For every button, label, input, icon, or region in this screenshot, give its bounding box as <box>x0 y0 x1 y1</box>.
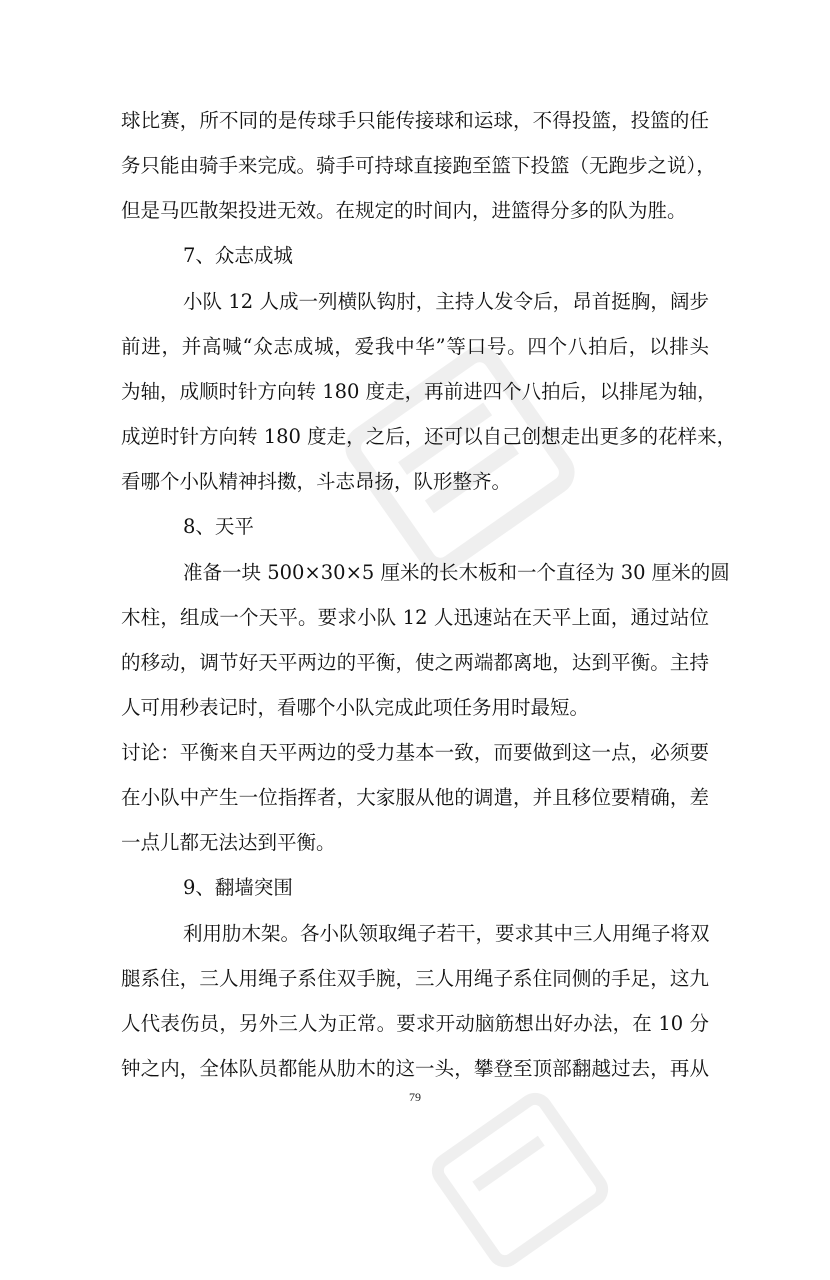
body-text-line: 但是马匹散架投进无效。在规定的时间内，进篮得分多的队为胜。 <box>121 199 687 222</box>
watermark-logo-icon <box>330 330 590 590</box>
body-text-line: 利用肋木架。各小队领取绳子若干，要求其中三人用绳子将双 <box>183 922 710 945</box>
body-text-line: 球比赛，所不同的是传球手只能传接球和运球，不得投篮，投篮的任 <box>121 109 709 132</box>
body-text-line: 人代表伤员，另外三人为正常。要求开动脑筋想出好办法，在 10 分 <box>121 1012 709 1035</box>
body-text-line: 人可用秒表记时，看哪个小队完成此项任务用时最短。 <box>121 696 590 719</box>
discussion-line: 在小队中产生一位指挥者，大家服从他的调遣，并且移位要精确，差 <box>121 786 709 809</box>
body-text-line: 准备一块 500×30×5 厘米的长木板和一个直径为 30 厘米的圆 <box>183 561 730 584</box>
body-text-line: 小队 12 人成一列横队钩肘，主持人发令后，昂首挺胸，阔步 <box>183 290 709 313</box>
body-text-line: 钟之内，全体队员都能从肋木的这一头，攀登至顶部翻越过去，再从 <box>121 1057 709 1080</box>
body-text-line: 成逆时针方向转 180 度走，之后，还可以自己创想走出更多的花样来， <box>121 425 737 448</box>
page-number: 79 <box>409 1090 421 1104</box>
body-text-line: 为轴，成顺时针方向转 180 度走，再前进四个八拍后，以排尾为轴， <box>121 380 717 403</box>
discussion-line: 一点儿都无法达到平衡。 <box>121 831 336 854</box>
body-text-line: 的移动，调节好天平两边的平衡，使之两端都离地，达到平衡。主持 <box>121 651 709 674</box>
body-text-line: 看哪个小队精神抖擞，斗志昂扬，队形整齐。 <box>121 470 512 493</box>
section-heading-9: 9、翻墙突围 <box>183 876 293 899</box>
body-text-line: 务只能由骑手来完成。骑手可持球直接跑至篮下投篮（无跑步之说）， <box>121 154 716 177</box>
discussion-line: 讨论：平衡来自天平两边的受力基本一致，而要做到这一点，必须要 <box>121 741 709 764</box>
section-heading-7: 7、众志成城 <box>183 244 293 267</box>
body-text-line: 前进，并高喊“众志成城，爱我中华”等口号。四个八拍后，以排头 <box>121 335 709 358</box>
body-text-line: 木柱，组成一个天平。要求小队 12 人迅速站在天平上面，通过站位 <box>121 606 709 629</box>
watermark-logo-icon <box>420 1080 620 1280</box>
section-heading-8: 8、天平 <box>183 515 254 538</box>
body-text-line: 腿系住，三人用绳子系住双手腕，三人用绳子系住同侧的手足，这九 <box>121 967 709 990</box>
